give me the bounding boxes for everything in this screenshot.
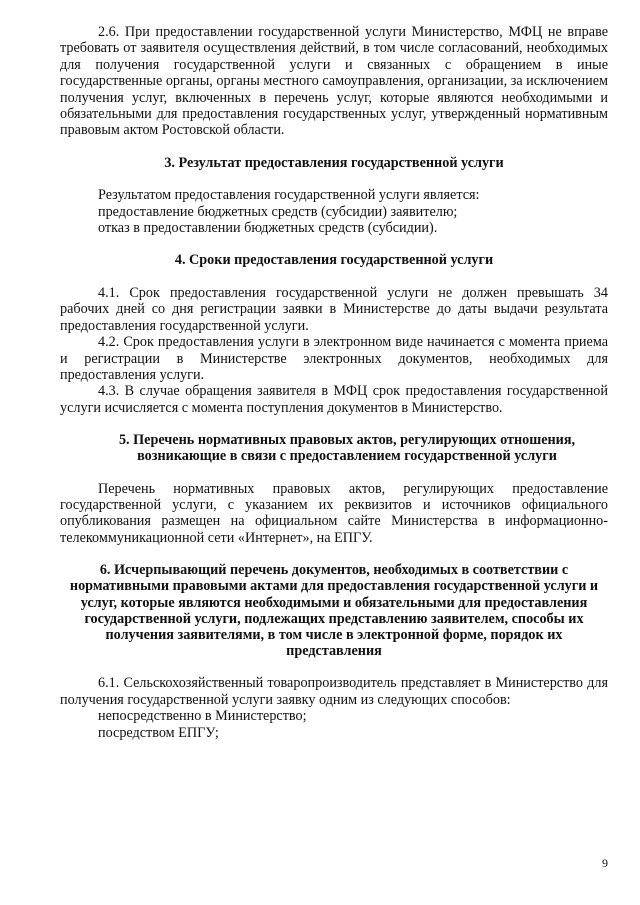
paragraph-2-6: 2.6. При предоставлении государственной услуги Министерство, МФЦ не вправе требовать от заявителя осуществления действий, в том числе согласований, необходимых для получения государственной услуги и связанных с обращением в иные государственные органы, органы местного самоуправления, организации, за исключением получения услуг, включенных в перечень услуг, которые являются необходимыми и обязательными для предоставления государственных услуг, утвержденный нормативным правовым актом Ростовской области. (60, 24, 608, 139)
page-number: 9 (602, 856, 608, 870)
section-6-heading: 6. Исчерпывающий перечень документов, необходимых в соответствии с нормативными правовыми актами для предоставления государственной услуги и услуг, которые являются необходимыми и обязательными для предоставления государственной услуги, подлежащих представлению заявителем, способы их получения заявителями, в том числе в электронной форме, порядок их представления (69, 562, 599, 660)
document-page (60, 24, 608, 741)
section-5-heading: 5. Перечень нормативных правовых актов, регулирующих отношения, возникающие в связи с предоставлением государственной услуги (118, 432, 576, 465)
paragraph-6-1-item-b: посредством ЕПГУ; (98, 724, 219, 741)
section-3-line-3: отказ в предоставлении бюджетных средств (субсидии). (98, 220, 438, 237)
section-3-line-2: предоставление бюджетных средств (субсидии) заявителю; (98, 203, 458, 220)
paragraph-6-1-item-a: непосредственно в Министерство; (98, 708, 307, 725)
section-3-line-1: Результатом предоставления государственной услуги является: (98, 187, 480, 204)
paragraph-4-1: 4.1. Срок предоставления государственной услуги не должен превышать 34 рабочих дней со дня регистрации заявки в Министерстве до даты выдачи результата предоставления государственной услуги. (60, 284, 608, 334)
paragraph-6-1: 6.1. Сельскохозяйственный товаропроизводитель представляет в Министерство для получения государственной услуги заявку одним из следующих способов: (60, 675, 608, 708)
section-3-heading: 3. Результат предоставления государственной услуги (164, 154, 504, 171)
paragraph-4-3: 4.3. В случае обращения заявителя в МФЦ срок предоставления государственной услуги исчисляется с момента поступления документов в Министерство. (60, 383, 608, 416)
paragraph-4-2: 4.2. Срок предоставления услуги в электронном виде начинается с момента приема и регистрации в Министерстве электронных документов, необходимых для предоставления услуги. (60, 334, 608, 383)
paragraph-5: Перечень нормативных правовых актов, регулирующих предоставление государственной услуги, с указанием их реквизитов и источников официального опубликования размещен на официальном сайте Министерства в информационно-телекоммуникационной сети «Интернет», на ЕПГУ. (60, 480, 608, 546)
section-4-heading: 4. Сроки предоставления государственной услуги (174, 252, 494, 269)
